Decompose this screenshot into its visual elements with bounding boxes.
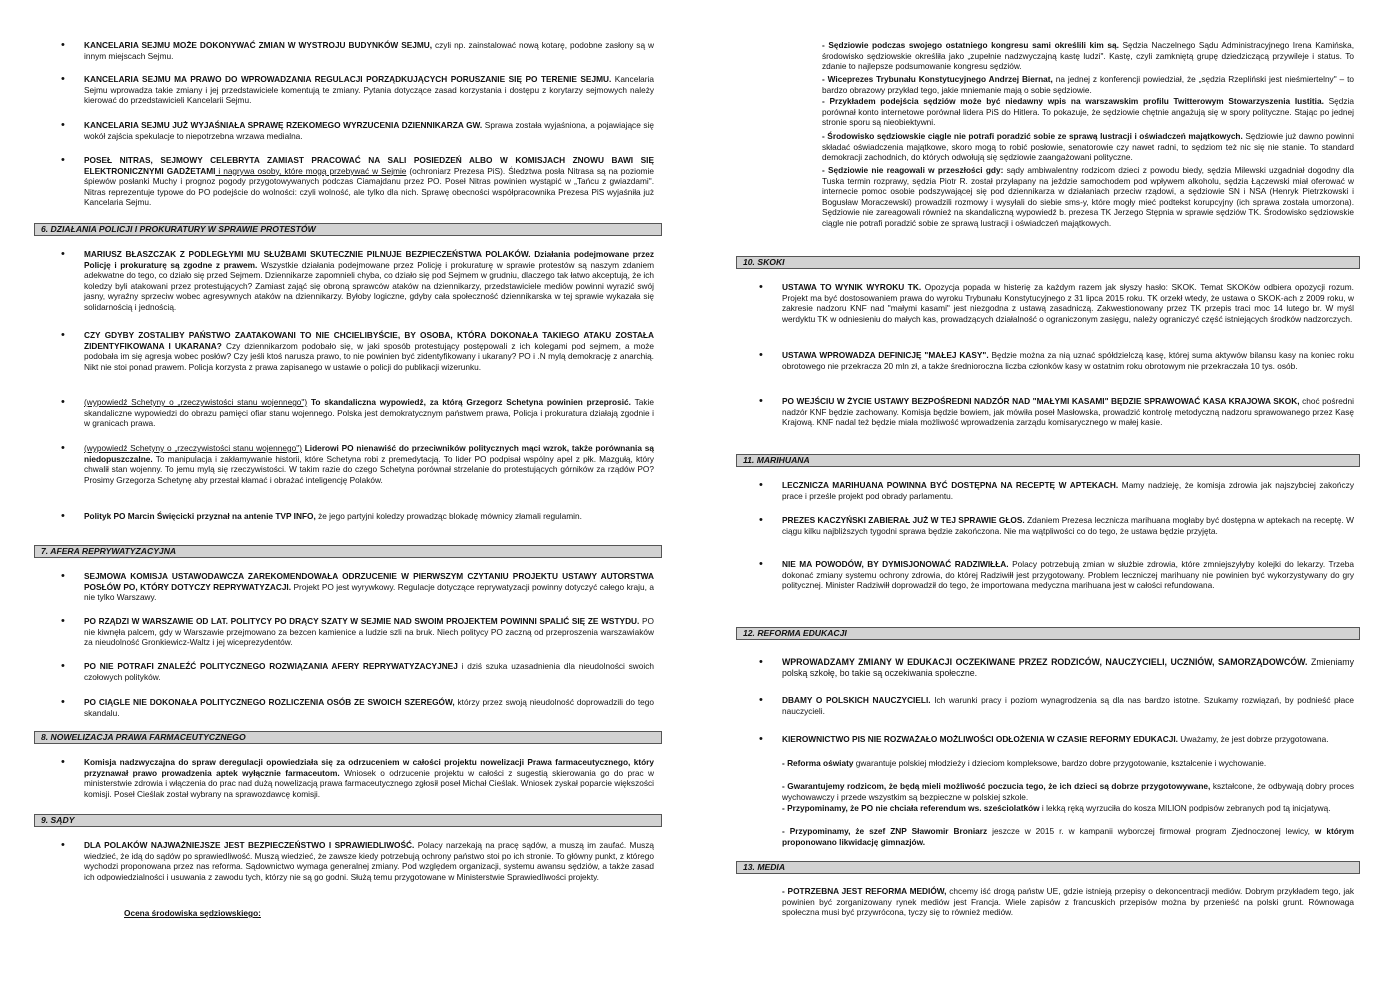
bullet-icon: •: [759, 558, 763, 570]
body-text: Polacy narzekają na pracę sądów, a muszą im zaufać. Muszą wiedzieć, że idą do sądów po sprawiedliwość. Muszą wiedzieć, że zawsze kiedy potrzebują ochrony państwo stoi po ich stronie. To główny punkt, z którego wychodzi proponowana przez nas reforma. Sądownictwo wymaga generalnej zmiany. Pod względem organizacji, systemu awansu sędziów, a także zasad ich odpowiedzialności i usuwania z zawodu tych, którzy nie są go godni. Służą temu przygotowane w Ministerstwie Sprawiedliwości projekty.: [84, 840, 654, 882]
body-text: na jednej z konferencji powiedział, że „sędzia Rzepliński jest nieśmiertelny" – to bardzo obrazowy przykład tego, jakie mniemanie mają o sobie sędziowie.: [822, 74, 1354, 95]
body-text: Takie skandaliczne wypowiedzi do obrazu pamięci ofiar stanu wojennego. Polska jest demokratycznym państwem prawa, Policja i prokuratura działają zgodnie i w granicach prawa.: [84, 397, 654, 429]
bold-lead: - Reforma oświaty: [782, 758, 854, 768]
bold-lead: WPROWADZAMY ZMIANY W EDUKACJI OCZEKIWANE PRZEZ RODZICÓW, NAUCZYCIELI, UCZNIÓW, SAMORZĄDOWCÓW.: [782, 657, 1308, 667]
body-text: kształcone, że odbywają dobry proces wychowawczy i przede wszystkim są bezpieczne w polskiej szkole.: [782, 781, 1354, 802]
bold-lead: Polityk PO Marcin Święcicki przyznał na antenie TVP INFO,: [84, 511, 316, 521]
section-header: 11. MARIHUANA: [736, 454, 1360, 467]
bold-lead: To skandaliczna wypowiedź, za którą Grzegorz Schetyna powinien przeprosić.: [307, 397, 631, 407]
paragraph-text: [84, 120, 654, 141]
body-text: Polacy potrzebują zmian w służbie zdrowia, które zmniejszyłyby kolejki do lekarzy. Trzeba dokonać zmiany systemu ochrony zdrowia, do której Radziwiłł jest przygotowany. Problem leczniczej marihuany nie powinien być wykorzystywany do gry politycznej. Minister Radziwiłł doprowadził do tego, że importowana medyczna marihuana jest w całości refundowana.: [782, 559, 1354, 591]
body-text: Zdaniem Prezesa lecznicza marihuana mogłaby być dostępna w aptekach na receptę. W ciągu kilku najbliższych tygodni sprawa będzie zakończona. Nie ma wątpliwości co do tego, że ustawa będzie przyjęta.: [782, 515, 1354, 536]
paragraph-text: [84, 757, 654, 799]
body-text: chcemy iść drogą państw UE, gdzie istnieją przepisy o dekoncentracji mediów. Dobrym przykładem tego, jak powinien być zorganizowany rynek mediów jest Francja. Wiele zapisów z francuskich przepisów można by przenieść na polski grunt. Równowaga społeczna musi być przywrócona, tyczy się to również mediów.: [782, 886, 1355, 918]
body-text: PO nie kiwnęła palcem, gdy w Warszawie przejmowano za bezcen kamienice a ludzie szli na bruk. Niech politycy PO zaczną od przeproszenia warszawiaków za nieudolność Gronkiewicz-Waltz i jej wiceprezydentów.: [84, 616, 654, 648]
section-header: 6. DZIAŁANIA POLICJI I PROKURATURY W SPRAWIE PROTESTÓW: [34, 223, 662, 236]
bold-lead: SEJMOWA KOMISJA USTAWODAWCZA ZAREKOMENDOWAŁA ODRZUCENIE W PIERWSZYM CZYTANIU PROJEKTU USTAWY AUTORSTWA POSŁÓW PO, KTÓRY DOTYCZY REPRYWATYZACJI.: [84, 571, 654, 592]
body-text: Czy dziennikarzom podobało się, w jaki sposób protestujący postępowali z ich kolegami pod sejmem, a może podobała im się agresja wobec posłów? Czy jeśli ktoś narusza prawo, to nie powinien być zidentyfikowany i ukarany? PO i .N mylą demokrację z anarchią. Nikt nie stoi ponad prawem. Policja korzysta z prawa zapisanego w ustawie o policji do publikacji wizerunku.: [84, 340, 654, 372]
body-text: Kancelaria Sejmu wprowadza takie zmiany i jej przedstawiciele komentują te zmiany. Pytania dotyczące zasad korzystania i dostępu z korytarzy sejmowych należy kierować do przedstawicieli Kancelarii Sejmu.: [84, 74, 654, 106]
bullet-icon: •: [61, 154, 65, 166]
bullet-icon: •: [759, 281, 763, 293]
paragraph-text: [782, 559, 1354, 591]
bold-lead: USTAWA TO WYNIK WYROKU TK.: [782, 282, 922, 292]
paragraph-text: [782, 781, 1354, 802]
paragraph-text: [822, 165, 1354, 229]
bullet-icon: •: [759, 694, 763, 706]
paragraph-text: [84, 40, 654, 61]
bold-lead: KANCELARIA SEJMU JUŻ WYJAŚNIAŁA SPRAWĘ RZEKOMEGO WYRZUCENIA DZIENNIKARZA GW.: [84, 120, 483, 130]
paragraph-text: [782, 515, 1354, 536]
body-text: Wszystkie działania podejmowane przez Policję i prokuraturę w sprawie protestów są naszym zdaniem adekwatne do tego, co działo się przed Sejmem. Dziennikarze zapomnieli chyba, co działo się pod Sejmem w grudniu, dlaczego tak łatwo akceptują, że ich koledzy byli atakowani przez protestujących? Zamiast zająć się obroną sprawców ataków na dziennikarzy, przedstawiciele mediów powinni wyrazić swój jasny, wyraźny sprzeciw wobec agresywnych ataków na dziennikarzy. Byłoby logiczne, gdyby cała społeczność dziennikarska w tej sprawie wykazała się solidarnością i jednością.: [84, 259, 654, 312]
bold-lead: POSEŁ NITRAS, SEJMOWY CELEBRYTA ZAMIAST PRACOWAĆ NA SALI POSIEDZEŃ ALBO W KOMISJACH ZNOWU BAWI SIĘ ELEKTRONICZNYMI GADŻETAMI: [84, 155, 654, 176]
paragraph-text: [782, 480, 1354, 501]
body-text: Będzie można za nią uznać spółdzielczą kasę, której suma aktywów bilansu kasy na koniec roku obrotowego nie przekracza 20 mln zł, a także średnioroczna liczba członków kasy w ostatnim roku obrotowym nie przekraczała 10 tys. osób.: [782, 350, 1354, 371]
body-text: czyli np. zainstalować nową kotarę, podobne zasłony są w innym miejscach Sejmu.: [84, 40, 654, 61]
body-text: Ich warunki pracy i poziom wynagrodzenia są dla nas bardzo istotne. Szukamy rozwiązań, by podnieść płace nauczycieli.: [782, 695, 1354, 716]
bullet-icon: •: [759, 349, 763, 361]
paragraph-text: [84, 661, 654, 682]
bold-lead: PO CIĄGLE NIE DOKONAŁA POLITYCZNEGO ROZLICZENIA OSÓB ZE SWOICH SZEREGÓW,: [84, 697, 455, 707]
section-header: 8. NOWELIZACJA PRAWA FARMACEUTYCZNEGO: [34, 731, 662, 744]
paragraph-text: [782, 350, 1354, 371]
bold-lead: KIEROWNICTWO PIS NIE ROZWAŻAŁO MOŻLIWOŚCI ODŁOŻENIA W CZASIE REFORMY EDUKACJI.: [782, 734, 1178, 744]
paragraph-text: [84, 616, 654, 648]
bold-lead: - POTRZEBNA JEST REFORMA MEDIÓW,: [782, 886, 947, 896]
bold-lead: - Przykładem podejścia sędziów może być niedawny wpis na warszawskim profilu Twitterowym Stowarzyszenia Iustitia.: [822, 96, 1324, 106]
paragraph-text: [782, 886, 1354, 918]
bold-lead: DBAMY O POLSKICH NAUCZYCIELI.: [782, 695, 931, 705]
bullet-icon: •: [759, 514, 763, 526]
bullet-icon: •: [61, 615, 65, 627]
section-header: 10. SKOKI: [736, 256, 1360, 269]
paragraph-text: [84, 571, 654, 603]
bullet-icon: •: [61, 510, 65, 522]
body-text: Sędziowie już dawno powinni składać oświadczenia majątkowe, skoro mogą to robić posłowie, senatorowie czy nawet radni, to sędziom też nic się nie stanie. To standard demokracji zachodnich, do których odwołują się sędziowie zaangażowani polityczne.: [822, 131, 1354, 163]
bold-tail: w którym proponowano likwidację gimnazjów.: [782, 826, 1354, 847]
body-text: i lekką ręką wyrzuciła do kosza MILION podpisów zebranych pod tą inicjatywą.: [1039, 803, 1331, 813]
paragraph-text: [782, 734, 1354, 745]
body-text: Wniosek o odrzucenie projektu w całości z sugestią skierowania go do prac w ministerstwie zdrowia i włączenia do prac nad dużą nowelizacją prawa farmaceutycznego zgłosił poseł Michał Cieślak. Wniosek zyskał poparcie większości komisji. Poseł Cieślak został wybrany na sprawozdawcę komisji.: [84, 767, 654, 799]
section-header: 12. REFORMA EDUKACJI: [736, 627, 1360, 640]
bold-lead: LECZNICZA MARIHUANA POWINNA BYĆ DOSTĘPNA NA RECEPTĘ W APTEKACH.: [782, 480, 1119, 490]
bullet-icon: •: [61, 248, 65, 260]
bold-lead: - Środowisko sędziowskie ciągle nie potrafi poradzić sobie ze sprawą lustracji i oświadczeń majątkowych.: [822, 131, 1243, 141]
body-text: Sędzia Naczelnego Sądu Administracyjnego Irena Kamińska, środowisko sędziowskie określiła jako „zupełnie nadzwyczajną kastę ludzi". Kastę, czyli zamkniętą grupę dziedziczącą przywileje i status. To zdanie to najlepsze podsumowanie kongresu sędziów.: [822, 40, 1354, 72]
paragraph-text: [84, 155, 654, 208]
inline-link[interactable]: i nagrywa osoby, które mogą przebywać w Sejmie: [215, 165, 407, 176]
bold-lead: PREZES KACZYŃSKI ZABIERAŁ JUŻ W TEJ SPRAWIE GŁOS.: [782, 515, 1025, 525]
paragraph-text: [84, 697, 654, 718]
section-header: 13. MEDIA: [736, 861, 1360, 874]
bullet-icon: •: [61, 73, 65, 85]
paragraph-text: [782, 657, 1354, 678]
paragraph-text: [782, 282, 1354, 324]
bullet-icon: •: [759, 479, 763, 491]
body-text: Uważamy, że jest dobrze przygotowana.: [1177, 734, 1329, 744]
bold-lead: - Wiceprezes Trybunału Konstytucyjnego Andrzej Biernat,: [822, 74, 1053, 84]
bullet-icon: •: [759, 733, 763, 745]
paragraph-text: [84, 74, 654, 106]
paragraph-text: [822, 131, 1354, 163]
bold-lead: MARIUSZ BŁASZCZAK Z PODLEGŁYMI MU SŁUŻBAMI SKUTECZNIE PILNUJE BEZPIECZEŃSTWA POLAKÓW. Działania podejmowane przez Policję i prokuraturę są zgodne z prawem.: [84, 249, 654, 270]
bold-lead: KANCELARIA SEJMU MA PRAWO DO WPROWADZANIA REGULACJI PORZĄDKUJĄCYCH PORUSZANIE SIĘ PO TERENIE SEJMU.: [84, 74, 612, 84]
bold-lead: - Przypominamy, że szef ZNP Sławomir Broniarz: [782, 826, 988, 836]
bold-lead: - Przypominamy, że PO nie chciała referendum ws. sześciolatków: [782, 803, 1040, 813]
body-text: Sprawa została wyjaśniona, a pojawiające się wokół zajścia spekulacje to niepotrzebna wrzawa medialna.: [84, 120, 655, 141]
bold-lead: KANCELARIA SEJMU MOŻE DOKONYWAĆ ZMIAN W WYSTROJU BUDYNKÓW SEJMU,: [84, 40, 433, 50]
inline-link[interactable]: (wypowiedź Schetyny o „rzeczywistości stanu wojennego"): [84, 443, 302, 453]
paragraph-text: [84, 840, 654, 882]
bullet-icon: •: [61, 442, 65, 454]
body-text: To manipulacja i zakłamywanie historii, które Schetyna robi z premedytacją. To lider PO podpisał wspólny apel z płk. Mazgułą, który chwalił stan wojenny. To jemu mylą się rzeczywistości. W takim razie do czego Schetyna porównał strzelanie do protestujących górników za rządów PO? Prosimy Grzegorza Schetynę aby przestał kłamać i obrażać inteligencję Polaków.: [84, 453, 654, 485]
paragraph-text: [84, 330, 654, 372]
body-text: Sędzia porównał konto internetowe porównał lidera PiS do Hitlera. To pokazuje, że sędziowie chętnie angażują się w spory polityczne. Stając po jednej stronie sporu są nieobiektywni.: [822, 96, 1354, 128]
bullet-icon: •: [759, 395, 763, 407]
body-text: że jego partyjni koledzy prowadząc blokadę mównicy złamali regulamin.: [315, 511, 582, 521]
bullet-icon: •: [61, 570, 65, 582]
paragraph-text: [822, 74, 1354, 95]
paragraph-text: [782, 758, 1354, 769]
bold-lead: Komisja nadzwyczajna do spraw deregulacji opowiedziała się za odrzuceniem w całości projektu nowelizacji Prawa farmaceutycznego, który przyznawał prawo prowadzenia aptek wyłącznie farmaceutom.: [84, 757, 654, 778]
paragraph-text: [782, 826, 1354, 847]
body-text: sądy ambiwalentny rodzicom dzieci z powodu biedy, sędzia Milewski uzgadniał dogodny dla Tuska termin rozprawy, sędzia Piotr R. został przyłapany na jeździe samochodem pod wpływem alkoholu, sędzia Łączewski miał oferować w internecie pomoc osobie podszywającej się pod dziennikarza w działaniach przeciw rządowi, a sędziowie SN i NSA (Henryk Pietrzkowski i Bogusław Moraczewski) prowadzili rozmowy i wysyłali do siebie sms-y, które mogły mieć podtekst korupcyjny (ich sprawa została umorzona). Sędziowie nie zareagowali również na skandaliczną wypowiedź b. prezesa TK Jerzego Stępnia w sprawie sędziów TK. Środowisko sędziowskie ciągle nie potrafi poradzić sobie ze sprawą lustracji i oświadczeń majątkowych.: [822, 165, 1354, 228]
paragraph-text: [782, 396, 1354, 428]
bold-lead: - Sędziowie podczas swojego ostatniego kongresu sami określili kim są.: [822, 40, 1119, 50]
bold-lead: Liderowi PO nienawiść do przeciwników politycznych mąci wzrok, także porównania są niedopuszczalne.: [84, 443, 654, 464]
body-text: Mamy nadzieję, że komisja zdrowia jak najszybciej zakończy prace i prześle projekt pod obrady parlamentu.: [782, 480, 1354, 501]
body-text: Opozycja popada w histerię za każdym razem jak słyszy hasło: SKOK. Temat SKOKów odbiera opozycji rozum. Projekt ma być dostosowaniem prawa do wyroku Trybunału Konstytucyjnego z 31 lipca 2015 roku. TK orzekł wtedy, że ustawa o SKOK-ach z 2009 roku, w zakresie nadzoru KNF nad "małymi kasami" jest niezgodna z ustawą zasadniczą. Zakwestionowany przez TK przepis traci moc 14 lutego br. W myśl werdyktu TK w odniesieniu do małych kas, prowadzących działalność o ograniczonym zasięgu, należy ograniczyć część istniejących środków nadzorczych.: [782, 282, 1354, 324]
paragraph-text: [84, 249, 654, 313]
paragraph-text: [84, 443, 654, 485]
paragraph-text: [84, 511, 654, 522]
bullet-icon: •: [61, 329, 65, 341]
subheading: Ocena środowiska sędziowskiego:: [124, 908, 261, 918]
bold-lead: USTAWA WPROWADZA DEFINICJĘ "MAŁEJ KASY".: [782, 350, 989, 360]
bold-lead: - Gwarantujemy rodzicom, że będą mieli możliwość poczucia tego, że ich dzieci są dobrze przygotowywane,: [782, 781, 1211, 791]
paragraph-text: [822, 40, 1354, 72]
bullet-icon: •: [61, 839, 65, 851]
bold-lead: DLA POLAKÓW NAJWAŻNIEJSZE JEST BEZPIECZEŃSTWO I SPRAWIEDLIWOŚĆ.: [84, 840, 415, 850]
bullet-icon: •: [759, 656, 763, 668]
paragraph-text: [822, 96, 1354, 128]
section-header: 7. AFERA REPRYWATYZACYJNA: [34, 545, 662, 558]
body-text: (ochroniarz Prezesa PiS). Śledztwa posła Nitrasa są na poziomie śpiewów posłanki Muchy i prognoz pogody przygotowywanych podczas Ciamajdanu przez PO. Poseł Nitras powinien wystąpić w „Tańcu z gwiazdami". Nitras reprezentuje typowe do PO podejście do wolności: czyli wolność, ale tylko dla nich. Sprawę obecności współpracownika Prezesa PiS wyjaśniła już Kancelaria Sejmu.: [84, 165, 655, 208]
bullet-icon: •: [61, 119, 65, 131]
body-text: Zmieniamy polską szkołę, bo takie są oczekiwania społeczne.: [782, 657, 1354, 678]
body-text: choć pośredni nadzór KNF będzie zachowany. Komisja będzie bowiem, jak mówiła poseł Masłowska, prowadzić kontrolę metodyczną nadzoru sprawowanego przez Kasę Krajową. KNF nadal też będzie miała możliwość wprowadzenia zarządu komisarycznego w małej kasie.: [782, 396, 1354, 428]
bold-lead: NIE MA POWODÓW, BY DYMISJONOWAĆ RADZIWIŁŁA.: [782, 559, 1009, 569]
body-text: Projekt PO jest wyrywkowy. Regulacje dotyczące reprywatyzacji powinny dotyczyć całego kraju, a nie tylko Warszawy.: [84, 581, 654, 603]
bold-lead: PO WEJŚCIU W ŻYCIE USTAWY BEZPOŚREDNI NADZÓR NAD "MAŁYMI KASAMI" BĘDZIE SPRAWOWAĆ KASA KRAJOWA SKOK,: [782, 396, 1300, 406]
bullet-icon: •: [61, 696, 65, 708]
bullet-icon: •: [61, 39, 65, 51]
body-text: gwarantuje polskiej młodzieży i dzieciom kompleksowe, bardzo dobre przygotowanie, kształcenie i wychowanie.: [853, 758, 1267, 768]
bold-lead: - Sędziowie nie reagowali w przeszłości gdy:: [822, 165, 1004, 175]
paragraph-text: [782, 695, 1354, 716]
bold-lead: PO NIE POTRAFI ZNALEŹĆ POLITYCZNEGO ROZWIĄZANIA AFERY REPRYWATYZACYJNEJ: [84, 661, 458, 671]
body-text: i dziś szuka uzasadnienia dla nieudolności swoich czołowych polityków.: [84, 661, 654, 682]
paragraph-text: [84, 397, 654, 429]
bullet-icon: •: [61, 660, 65, 672]
bullet-icon: •: [61, 756, 65, 768]
bullet-icon: •: [61, 396, 65, 408]
section-header: 9. SĄDY: [34, 814, 662, 827]
bold-lead: PO RZĄDZI W WARSZAWIE OD LAT. POLITYCY PO DRĄCY SZATY W SEJMIE NAD SWOIM PROJEKTEM POWINNI SPALIĆ SIĘ ZE WSTYDU.: [84, 616, 640, 626]
body-text: jeszcze w 2015 r. w kampanii wyborczej firmował program Zjednoczonej lewicy,: [987, 826, 1310, 836]
body-text: którzy przez swoją nieudolność doprowadzili do tego skandalu.: [84, 697, 654, 718]
inline-link[interactable]: (wypowiedź Schetyny o „rzeczywistości stanu wojennego"): [84, 397, 308, 407]
bold-lead: CZY GDYBY ZOSTALIBY PAŃSTWO ZAATAKOWANI TO NIE CHCIELIBYŚCIE, BY OSOBA, KTÓRA DOKONAŁA TAKIEGO ATAKU ZOSTAŁA ZIDENTYFIKOWANA I UKARANA?: [84, 330, 654, 351]
paragraph-text: [782, 803, 1354, 814]
